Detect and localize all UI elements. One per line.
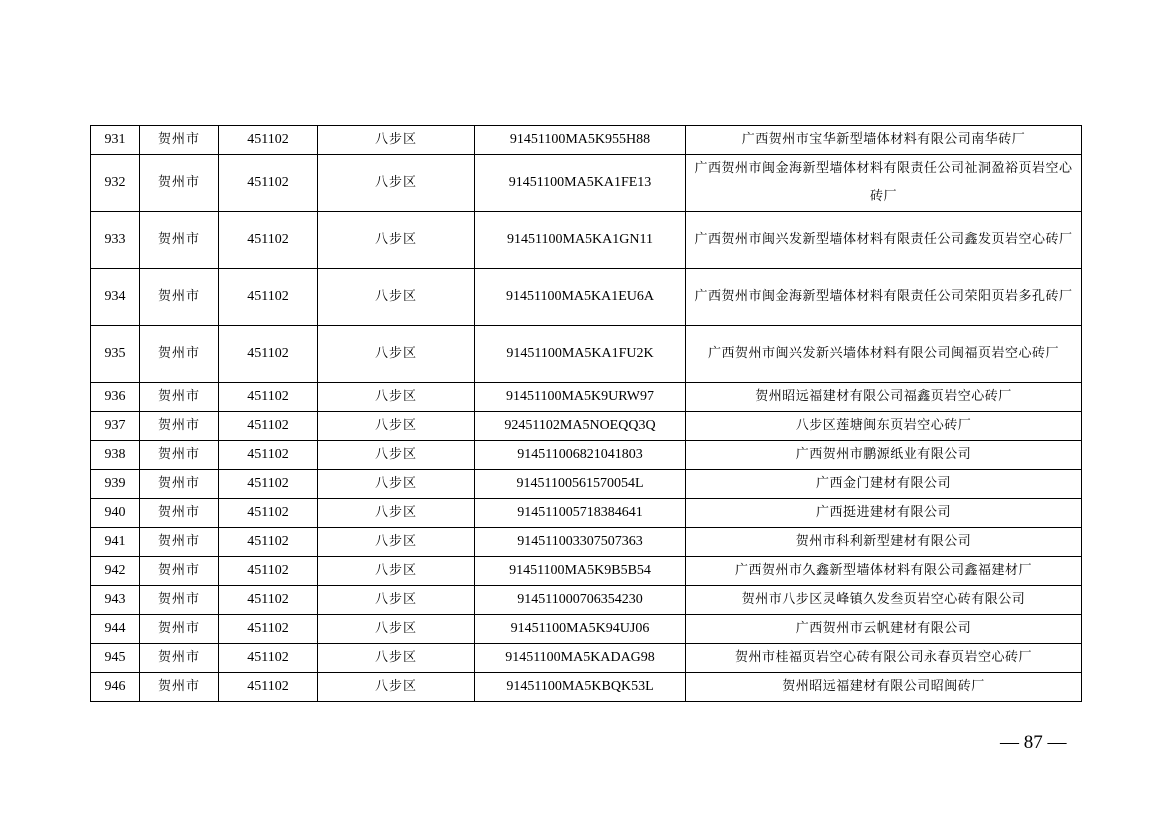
district-cell: 八步区	[318, 412, 475, 441]
city-cell: 贺州市	[140, 557, 219, 586]
row-number-cell: 931	[91, 126, 140, 155]
city-cell: 贺州市	[140, 126, 219, 155]
row-number-cell: 936	[91, 383, 140, 412]
city-cell: 贺州市	[140, 155, 219, 212]
city-cell: 贺州市	[140, 412, 219, 441]
company-name-cell: 广西贺州市久鑫新型墙体材料有限公司鑫福建材厂	[686, 557, 1082, 586]
table-row	[91, 615, 1082, 644]
table-row	[91, 528, 1082, 557]
area-code-cell: 451102	[219, 126, 318, 155]
company-name-cell: 广西贺州市闽兴发新型墙体材料有限责任公司鑫发页岩空心砖厂	[686, 212, 1082, 269]
credit-code-cell: 91451100MA5KA1EU6A	[475, 269, 686, 326]
table-row	[91, 586, 1082, 615]
area-code-cell: 451102	[219, 644, 318, 673]
city-cell: 贺州市	[140, 586, 219, 615]
table-row	[91, 383, 1082, 412]
area-code-cell: 451102	[219, 615, 318, 644]
district-cell: 八步区	[318, 673, 475, 702]
row-number-cell: 932	[91, 155, 140, 212]
company-name-cell: 广西贺州市云帆建材有限公司	[686, 615, 1082, 644]
row-number-cell: 943	[91, 586, 140, 615]
credit-code-cell: 91451100MA5K94UJ06	[475, 615, 686, 644]
table-row	[91, 155, 1082, 212]
credit-code-cell: 914511006821041803	[475, 441, 686, 470]
credit-code-cell: 91451100MA5KA1GN11	[475, 212, 686, 269]
district-cell: 八步区	[318, 528, 475, 557]
table-row	[91, 269, 1082, 326]
credit-code-cell: 914511005718384641	[475, 499, 686, 528]
credit-code-cell: 91451100MA5K9B5B54	[475, 557, 686, 586]
district-cell: 八步区	[318, 269, 475, 326]
city-cell: 贺州市	[140, 528, 219, 557]
credit-code-cell: 91451100MA5KADAG98	[475, 644, 686, 673]
city-cell: 贺州市	[140, 212, 219, 269]
company-name-cell: 贺州市八步区灵峰镇久发叁页岩空心砖有限公司	[686, 586, 1082, 615]
table-row	[91, 499, 1082, 528]
district-cell: 八步区	[318, 441, 475, 470]
district-cell: 八步区	[318, 615, 475, 644]
company-name-cell: 贺州市桂福页岩空心砖有限公司永春页岩空心砖厂	[686, 644, 1082, 673]
area-code-cell: 451102	[219, 383, 318, 412]
credit-code-cell: 91451100561570054L	[475, 470, 686, 499]
area-code-cell: 451102	[219, 499, 318, 528]
table-row	[91, 326, 1082, 383]
company-name-cell: 广西贺州市闽兴发新兴墙体材料有限公司闽福页岩空心砖厂	[686, 326, 1082, 383]
row-number-cell: 942	[91, 557, 140, 586]
district-cell: 八步区	[318, 499, 475, 528]
area-code-cell: 451102	[219, 528, 318, 557]
city-cell: 贺州市	[140, 673, 219, 702]
company-name-cell: 广西挺进建材有限公司	[686, 499, 1082, 528]
city-cell: 贺州市	[140, 644, 219, 673]
district-cell: 八步区	[318, 155, 475, 212]
company-name-cell: 广西贺州市宝华新型墙体材料有限公司南华砖厂	[686, 126, 1082, 155]
city-cell: 贺州市	[140, 383, 219, 412]
credit-code-cell: 914511003307507363	[475, 528, 686, 557]
enterprise-table	[90, 125, 1082, 702]
credit-code-cell: 914511000706354230	[475, 586, 686, 615]
district-cell: 八步区	[318, 383, 475, 412]
area-code-cell: 451102	[219, 269, 318, 326]
company-name-cell: 贺州昭远福建材有限公司福鑫页岩空心砖厂	[686, 383, 1082, 412]
page-number: — 87 —	[1000, 732, 1067, 753]
area-code-cell: 451102	[219, 212, 318, 269]
company-name-cell: 八步区莲塘闽东页岩空心砖厂	[686, 412, 1082, 441]
area-code-cell: 451102	[219, 412, 318, 441]
district-cell: 八步区	[318, 586, 475, 615]
district-cell: 八步区	[318, 644, 475, 673]
row-number-cell: 933	[91, 212, 140, 269]
area-code-cell: 451102	[219, 586, 318, 615]
row-number-cell: 935	[91, 326, 140, 383]
row-number-cell: 941	[91, 528, 140, 557]
credit-code-cell: 91451100MA5KBQK53L	[475, 673, 686, 702]
district-cell: 八步区	[318, 212, 475, 269]
company-name-cell: 贺州昭远福建材有限公司昭闽砖厂	[686, 673, 1082, 702]
row-number-cell: 934	[91, 269, 140, 326]
row-number-cell: 939	[91, 470, 140, 499]
city-cell: 贺州市	[140, 470, 219, 499]
table-row	[91, 126, 1082, 155]
district-cell: 八步区	[318, 557, 475, 586]
area-code-cell: 451102	[219, 441, 318, 470]
district-cell: 八步区	[318, 126, 475, 155]
area-code-cell: 451102	[219, 155, 318, 212]
credit-code-cell: 91451100MA5K955H88	[475, 126, 686, 155]
city-cell: 贺州市	[140, 615, 219, 644]
district-cell: 八步区	[318, 326, 475, 383]
city-cell: 贺州市	[140, 326, 219, 383]
credit-code-cell: 91451100MA5K9URW97	[475, 383, 686, 412]
company-name-cell: 贺州市科利新型建材有限公司	[686, 528, 1082, 557]
city-cell: 贺州市	[140, 499, 219, 528]
city-cell: 贺州市	[140, 269, 219, 326]
area-code-cell: 451102	[219, 470, 318, 499]
row-number-cell: 940	[91, 499, 140, 528]
row-number-cell: 937	[91, 412, 140, 441]
company-name-cell: 广西贺州市闽金海新型墙体材料有限责任公司荣阳页岩多孔砖厂	[686, 269, 1082, 326]
row-number-cell: 945	[91, 644, 140, 673]
city-cell: 贺州市	[140, 441, 219, 470]
table-row	[91, 673, 1082, 702]
company-name-cell: 广西贺州市鹏源纸业有限公司	[686, 441, 1082, 470]
area-code-cell: 451102	[219, 557, 318, 586]
company-name-cell: 广西金门建材有限公司	[686, 470, 1082, 499]
company-name-cell: 广西贺州市闽金海新型墙体材料有限责任公司祉洞盈裕页岩空心砖厂	[686, 155, 1082, 212]
row-number-cell: 938	[91, 441, 140, 470]
area-code-cell: 451102	[219, 326, 318, 383]
table-row	[91, 441, 1082, 470]
table-row	[91, 212, 1082, 269]
table-body	[91, 126, 1082, 702]
table-row	[91, 557, 1082, 586]
table-row	[91, 644, 1082, 673]
credit-code-cell: 92451102MA5NOEQQ3Q	[475, 412, 686, 441]
area-code-cell: 451102	[219, 673, 318, 702]
credit-code-cell: 91451100MA5KA1FU2K	[475, 326, 686, 383]
district-cell: 八步区	[318, 470, 475, 499]
row-number-cell: 946	[91, 673, 140, 702]
row-number-cell: 944	[91, 615, 140, 644]
table-row	[91, 412, 1082, 441]
credit-code-cell: 91451100MA5KA1FE13	[475, 155, 686, 212]
table-row	[91, 470, 1082, 499]
